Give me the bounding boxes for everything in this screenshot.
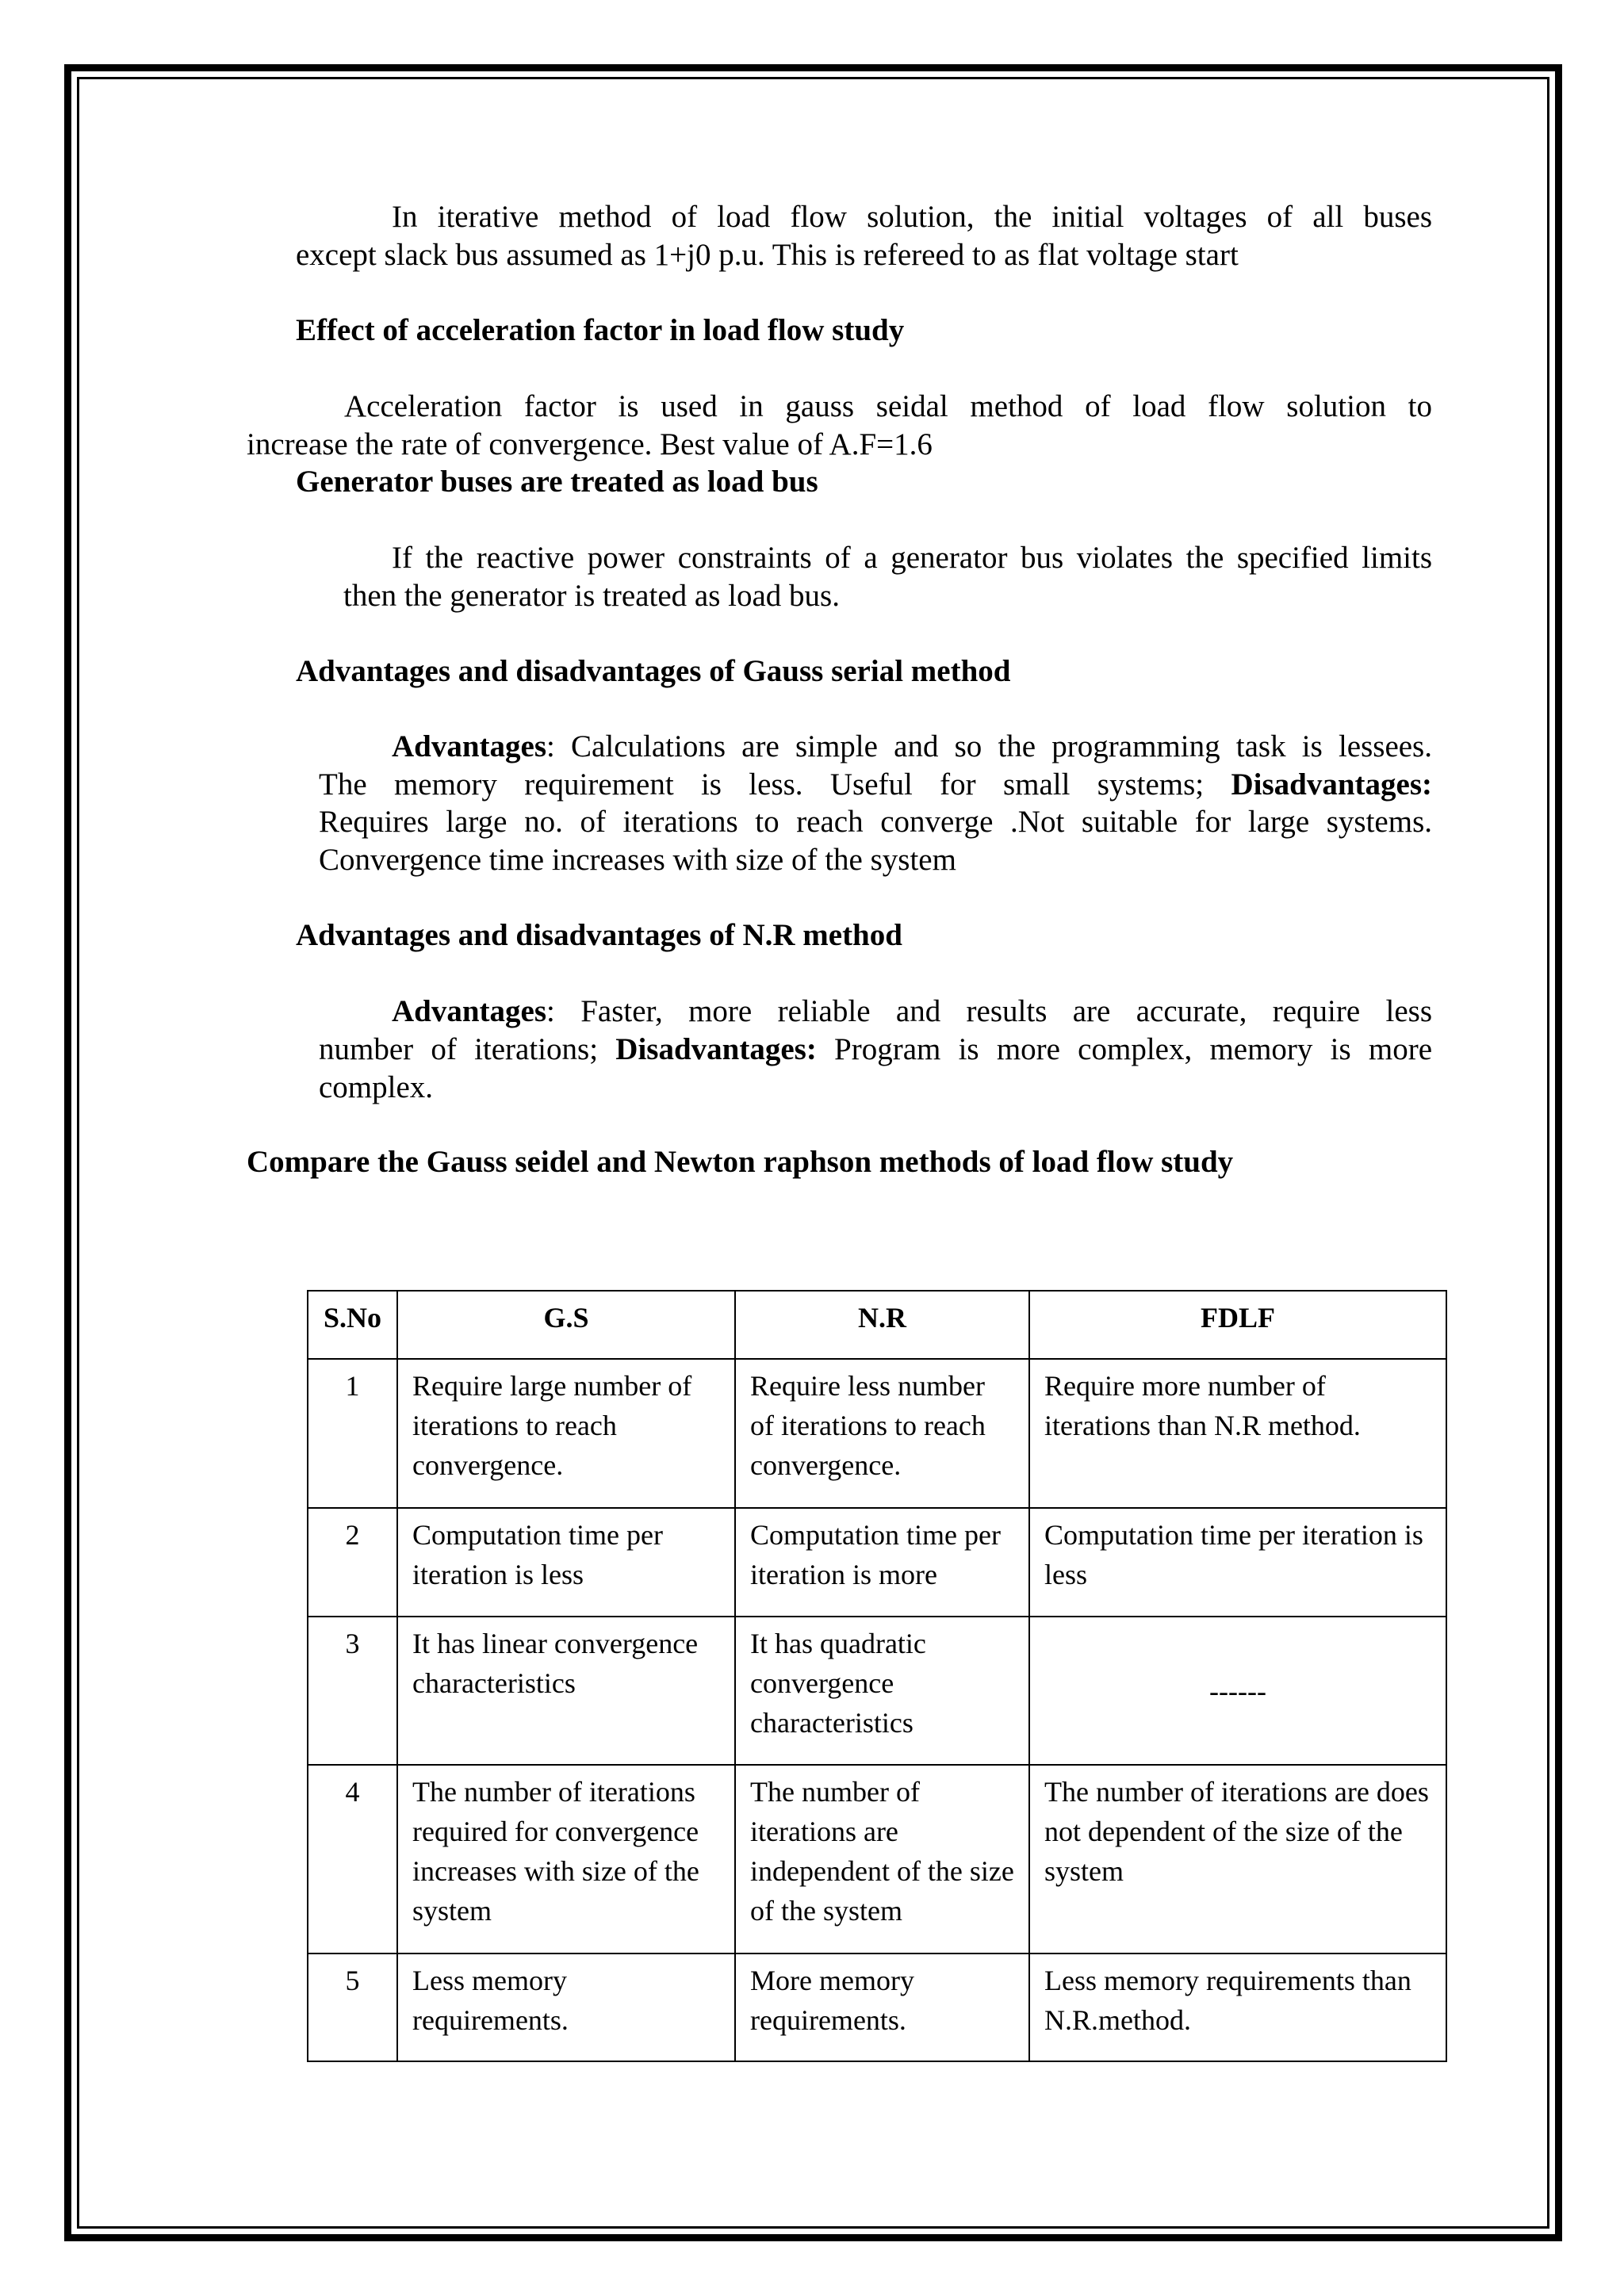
generator-heading: Generator buses are treated as load bus	[296, 465, 818, 499]
cell-sno: 3	[308, 1617, 397, 1765]
cell-sno: 1	[308, 1359, 397, 1508]
cell-fdlf: The number of iterations are does not dependent of the size of the system	[1029, 1765, 1446, 1954]
header-fdlf: FDLF	[1029, 1291, 1446, 1359]
flat-start-line-1: In iterative method of load flow solution, the initial voltages of all buses	[392, 200, 1432, 234]
table-row	[308, 1617, 1446, 1765]
table-row	[308, 1508, 1446, 1617]
nr-disadvantages-label: Disadvantages:	[615, 1032, 817, 1066]
header-sno: S.No	[308, 1291, 397, 1359]
cell-nr: Require less number of iterations to reach convergence.	[735, 1359, 1029, 1508]
gs-line-2-text: The memory requirement is less. Useful for small systems;	[319, 767, 1205, 802]
table-header-row	[308, 1291, 1446, 1359]
cell-gs: The number of iterations required for convergence increases with size of the system	[397, 1765, 735, 1954]
cell-gs: Computation time per iteration is less	[397, 1508, 735, 1617]
gs-adv-line-2	[319, 766, 1432, 804]
acceleration-line-2: increase the rate of convergence. Best value of A.F=1.6	[247, 427, 933, 461]
table-row	[308, 1765, 1446, 1954]
cell-gs: Less memory requirements.	[397, 1954, 735, 2061]
gs-adv-line-3: Requires large no. of iterations to reach converge .Not suitable for large systems.	[319, 805, 1432, 839]
cell-nr: It has quadratic convergence characteristics	[735, 1617, 1029, 1765]
acceleration-heading: Effect of acceleration factor in load flow study	[296, 313, 905, 347]
cell-nr: Computation time per iteration is more	[735, 1508, 1029, 1617]
table-row	[308, 1359, 1446, 1508]
nr-advantages-label: Advantages	[392, 994, 547, 1028]
cell-fdlf: Require more number of iterations than N.R method.	[1029, 1359, 1446, 1508]
gs-disadvantages-label: Disadvantages:	[1231, 767, 1432, 802]
acceleration-line-1: Acceleration factor is used in gauss seidal method of load flow solution to	[344, 389, 1432, 423]
header-nr: N.R	[735, 1291, 1029, 1359]
cell-nr: The number of iterations are independent of the size of the system	[735, 1765, 1029, 1954]
cell-gs: It has linear convergence characteristics	[397, 1617, 735, 1765]
nr-adv-heading: Advantages and disadvantages of N.R method	[296, 918, 902, 952]
gs-adv-line-4: Convergence time increases with size of the system	[319, 843, 956, 877]
gs-adv-line-1	[392, 728, 1432, 766]
nr-adv-line-2	[319, 1031, 1432, 1069]
compare-heading: Compare the Gauss seidel and Newton raphson methods of load flow study	[247, 1145, 1234, 1179]
flat-start-line-2: except slack bus assumed as 1+j0 p.u. This is refereed to as flat voltage start	[296, 238, 1239, 272]
nr-advantages-text: : Faster, more reliable and results are accurate, require less	[546, 994, 1432, 1028]
nr-line-2-rest: Program is more complex, memory is more	[834, 1032, 1433, 1066]
table-row	[308, 1954, 1446, 2061]
nr-adv-line-3: complex.	[319, 1070, 434, 1104]
cell-fdlf: Less memory requirements than N.R.method.	[1029, 1954, 1446, 2061]
comparison-table	[307, 1290, 1447, 2062]
cell-gs: Require large number of iterations to reach convergence.	[397, 1359, 735, 1508]
cell-fdlf: Computation time per iteration is less	[1029, 1508, 1446, 1617]
gs-advantages-text: : Calculations are simple and so the programming task is lessees.	[546, 729, 1432, 763]
gs-adv-heading: Advantages and disadvantages of Gauss serial method	[296, 654, 1011, 688]
generator-line-1: If the reactive power constraints of a generator bus violates the specified limits	[392, 541, 1432, 575]
generator-line-2: then the generator is treated as load bus.	[343, 579, 840, 613]
header-gs: G.S	[397, 1291, 735, 1359]
cell-sno: 4	[308, 1765, 397, 1954]
nr-adv-line-1	[392, 993, 1432, 1031]
gs-advantages-label: Advantages	[392, 729, 547, 763]
cell-fdlf: ------	[1029, 1617, 1446, 1765]
cell-sno: 2	[308, 1508, 397, 1617]
cell-nr: More memory requirements.	[735, 1954, 1029, 2061]
cell-sno: 5	[308, 1954, 397, 2061]
nr-line-2-text: number of iterations;	[319, 1032, 599, 1066]
